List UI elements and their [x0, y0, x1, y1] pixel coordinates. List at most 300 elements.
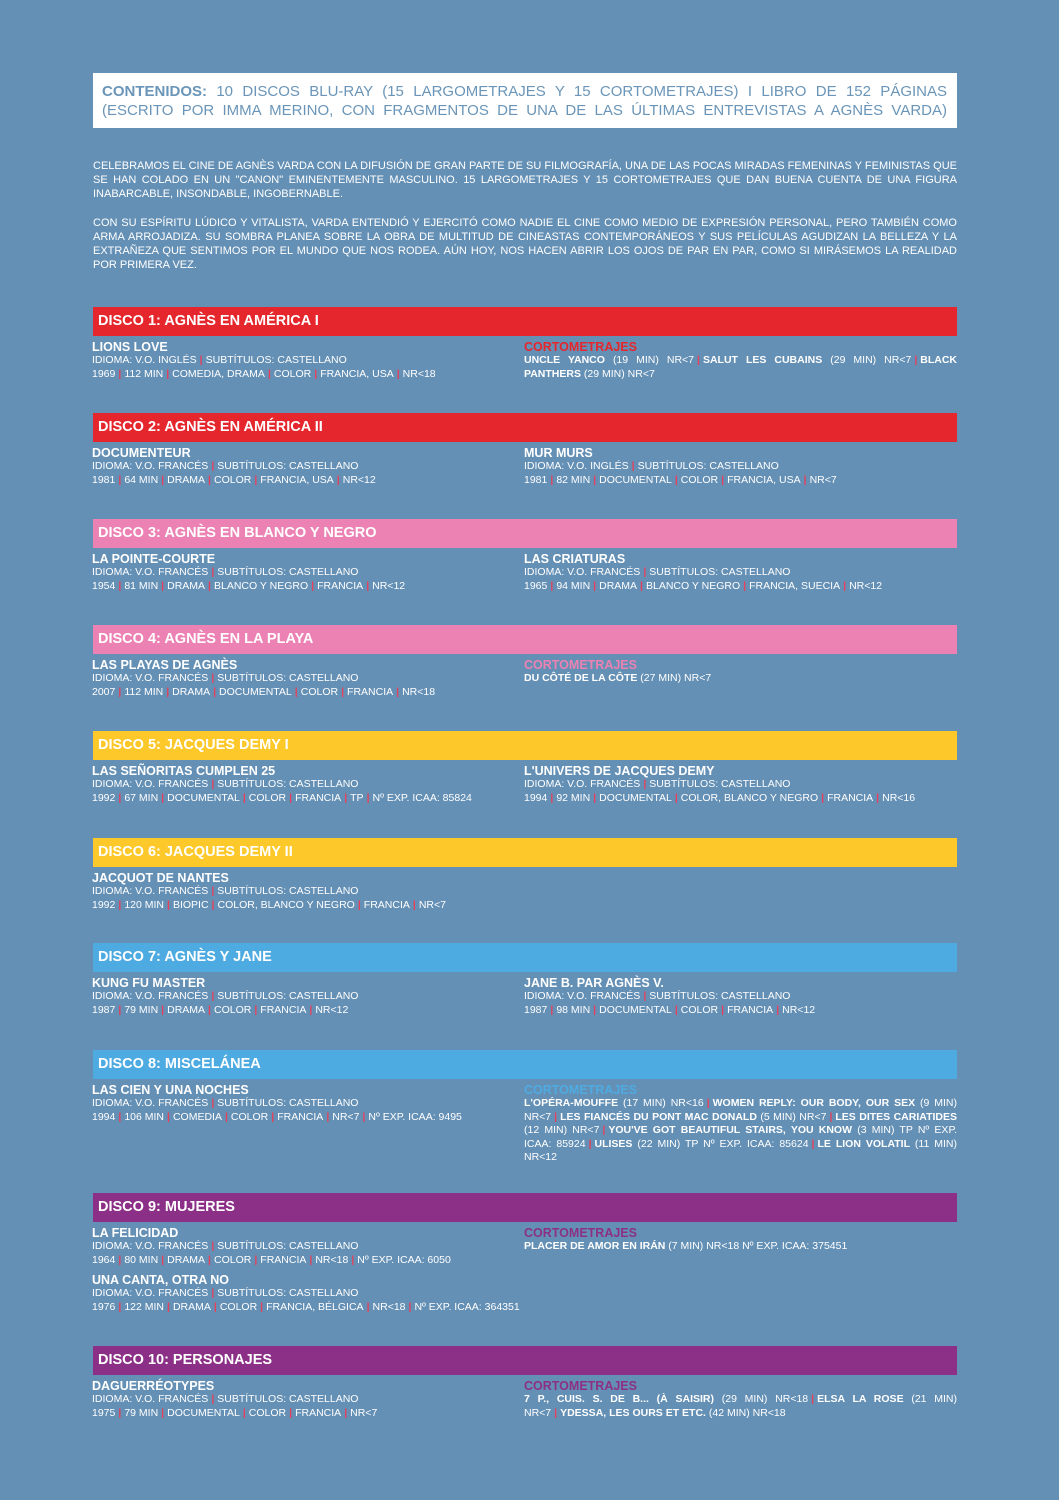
film-details-part: NR<7 [809, 473, 837, 486]
separator: | [211, 1393, 215, 1405]
separator: | [211, 898, 215, 911]
separator: | [118, 1300, 122, 1313]
film-details [92, 1111, 525, 1125]
short-title: L'OPÉRA-MOUFFE [524, 1097, 619, 1109]
separator: | [267, 367, 271, 380]
disc-left-column [92, 340, 525, 387]
separator: | [843, 579, 847, 592]
film-details-part: NR<12 [342, 473, 376, 486]
film-language-part: SUBTÍTULOS: CASTELLANO [217, 1097, 359, 1109]
film-entry [92, 1226, 525, 1267]
disc-left-column [92, 446, 525, 493]
film-details-part: FRANCIA, USA [260, 473, 334, 486]
separator: | [811, 1137, 815, 1150]
film-details-part: NR<16 [882, 791, 916, 804]
short-info: (42 MIN) NR<18 [705, 1406, 786, 1419]
separator: | [396, 685, 400, 698]
film-details-part: NR<18 [402, 367, 436, 380]
disc-right-column [524, 976, 957, 1023]
film-details-part: FRANCIA [317, 579, 364, 592]
separator: | [357, 898, 361, 911]
short-title: DU CÔTÉ DE LA CÔTE [524, 672, 638, 684]
film-details-part: 112 MIN [124, 367, 164, 380]
separator: | [118, 1110, 122, 1123]
disc-header: DISCO 7: AGNÈS Y JANE [93, 943, 957, 972]
film-details-part: Nº EXP. ICAA: 364351 [414, 1300, 520, 1313]
separator: | [289, 791, 293, 804]
separator: | [309, 1253, 313, 1266]
film-details-part: NR<7 [332, 1110, 360, 1123]
disc-header: DISCO 6: JACQUES DEMY II [93, 838, 957, 867]
film-language [524, 990, 957, 1004]
separator: | [341, 685, 345, 698]
separator: | [208, 473, 211, 486]
separator: | [211, 1287, 215, 1299]
film-language [524, 460, 957, 474]
shorts-heading: CORTOMETRAJES [524, 1083, 637, 1097]
film-details [524, 580, 957, 594]
film-language-part: IDIOMA: V.O. FRANCÉS [92, 672, 209, 684]
film-details-part: NR<18 [402, 685, 436, 698]
film-language-part: SUBTÍTULOS: CASTELLANO [649, 990, 791, 1002]
film-details-part: COLOR [213, 473, 252, 486]
separator: | [344, 791, 348, 804]
film-details-part: COLOR [213, 1253, 252, 1266]
film-language-part: SUBTÍTULOS: CASTELLANO [649, 778, 791, 790]
film-language [92, 885, 525, 899]
separator: | [211, 566, 215, 578]
film-language-part: SUBTÍTULOS: CASTELLANO [217, 885, 359, 897]
separator: | [588, 1137, 592, 1150]
disc-left-column [92, 658, 525, 705]
disc-header: DISCO 10: PERSONAJES [93, 1346, 957, 1375]
contents-label: CONTENIDOS: [102, 83, 207, 100]
separator: | [554, 1110, 558, 1123]
film-title: JACQUOT DE NANTES [92, 871, 229, 885]
film-language [92, 1240, 525, 1254]
film-language [92, 1393, 525, 1407]
film-title: LA POINTE-COURTE [92, 552, 216, 566]
film-details-part: 1969 [92, 367, 116, 380]
film-title: LA FELICIDAD [92, 1226, 179, 1240]
film-entry [92, 446, 525, 487]
film-language-part: SUBTÍTULOS: CASTELLANO [217, 1287, 359, 1299]
film-language-part: SUBTÍTULOS: CASTELLANO [217, 1393, 359, 1405]
film-title: DOCUMENTEUR [92, 446, 191, 460]
separator: | [254, 1003, 258, 1016]
film-language-part: SUBTÍTULOS: CASTELLANO [217, 460, 359, 472]
film-details-part: DOCUMENTAL [167, 1406, 240, 1419]
disc-header: DISCO 5: JACQUES DEMY I [93, 731, 957, 760]
separator: | [674, 1003, 678, 1016]
film-details-part: COLOR, BLANCO Y NEGRO [680, 791, 819, 804]
separator: | [224, 1110, 228, 1123]
shorts-heading: CORTOMETRAJES [524, 340, 637, 354]
disc-right-column [524, 552, 957, 599]
separator: | [118, 791, 122, 804]
separator: | [314, 367, 318, 380]
short-info: (3 MIN) TP Nº EXP. ICAA: 85924 [524, 1124, 958, 1150]
film-title: LIONS LOVE [92, 340, 168, 354]
separator: | [554, 1406, 558, 1419]
film-language [92, 460, 525, 474]
film-language-part: SUBTÍTULOS: CASTELLANO [217, 672, 359, 684]
short-info: (29 MIN) NR<7 [580, 367, 655, 380]
short-info: (19 MIN) NR<7 [604, 354, 695, 366]
separator: | [366, 579, 370, 592]
separator: | [336, 473, 340, 486]
film-details-part: 92 MIN [556, 791, 591, 804]
film-details-part: 112 MIN [124, 685, 164, 698]
short-info: (27 MIN) NR<7 [637, 672, 712, 684]
disc-header: DISCO 9: MUJERES [93, 1193, 957, 1222]
film-language-part: IDIOMA: V.O. FRANCÉS [92, 566, 209, 578]
film-details-part: FRANCIA, USA [727, 473, 801, 486]
separator: | [166, 685, 170, 698]
film-language [524, 566, 957, 580]
film-details [92, 474, 525, 488]
film-language-part: SUBTÍTULOS: CASTELLANO [217, 566, 359, 578]
separator: | [326, 1110, 330, 1123]
film-details-part: COLOR [248, 791, 287, 804]
film-entry [92, 1273, 525, 1314]
disc-right-column [524, 764, 957, 811]
disc-left-column [92, 976, 525, 1023]
film-details [92, 1301, 525, 1315]
film-title: KUNG FU MASTER [92, 976, 206, 990]
film-details-part: DRAMA [167, 1253, 206, 1266]
separator: | [550, 473, 554, 486]
separator: | [118, 1406, 122, 1419]
separator: | [289, 1406, 293, 1419]
film-details-part: COLOR [230, 1110, 269, 1123]
disc-left-column [92, 871, 525, 918]
film-language-part: SUBTÍTULOS: CASTELLANO [217, 1240, 359, 1252]
disc-right-column [524, 446, 957, 493]
film-entry [92, 764, 525, 805]
film-details-part: 1981 [92, 473, 116, 486]
separator: | [208, 579, 211, 592]
film-details-part: FRANCIA [727, 1003, 774, 1016]
separator: | [593, 473, 597, 486]
film-language-part: IDIOMA: V.O. FRANCÉS [92, 1240, 209, 1252]
film-entry [92, 976, 525, 1017]
separator: | [593, 1003, 597, 1016]
film-details-part: COLOR [248, 1406, 287, 1419]
film-details-part: COLOR [213, 1003, 252, 1016]
film-details-part: DOCUMENTAL [599, 791, 672, 804]
separator: | [166, 367, 170, 380]
film-language [524, 778, 957, 792]
separator: | [821, 791, 825, 804]
film-details-part: 106 MIN [124, 1110, 164, 1123]
shorts-list [524, 1097, 957, 1165]
film-details-part: 79 MIN [124, 1003, 159, 1016]
film-language-part: IDIOMA: V.O. FRANCÉS [92, 1097, 209, 1109]
film-language-part: IDIOMA: V.O. FRANCÉS [92, 1287, 209, 1299]
film-details [524, 792, 957, 806]
film-details-part: Nº EXP. ICAA: 9495 [368, 1110, 462, 1123]
film-language-part: IDIOMA: V.O. INGLÉS [92, 354, 197, 366]
separator: | [208, 1003, 211, 1016]
disc-header: DISCO 4: AGNÈS EN LA PLAYA [93, 625, 957, 654]
separator: | [213, 1300, 217, 1313]
disc-left-column [92, 1083, 525, 1130]
film-details-part: DRAMA [599, 579, 638, 592]
film-details-part: NR<18 [315, 1253, 349, 1266]
separator: | [643, 778, 647, 790]
separator: | [118, 898, 122, 911]
separator: | [811, 1393, 815, 1405]
film-details [92, 580, 525, 594]
film-details [92, 368, 525, 382]
film-details [92, 1407, 525, 1421]
film-language-part: IDIOMA: V.O. INGLÉS [524, 460, 629, 472]
short-info: (7 MIN) NR<18 Nº EXP. ICAA: 375451 [665, 1240, 848, 1252]
film-language [92, 1287, 525, 1301]
separator: | [721, 473, 725, 486]
short-title: PLACER DE AMOR EN IRÁN [524, 1240, 666, 1252]
separator: | [167, 898, 170, 911]
film-details [524, 474, 957, 488]
film-details-part: COMEDIA, DRAMA [172, 367, 265, 380]
film-details-part: DRAMA [172, 1300, 211, 1313]
separator: | [311, 579, 315, 592]
film-language-part: IDIOMA: V.O. FRANCÉS [524, 778, 641, 790]
film-details-part: 1992 [92, 791, 116, 804]
separator: | [362, 1110, 366, 1123]
separator: | [674, 791, 678, 804]
film-language-part: SUBTÍTULOS: CASTELLANO [217, 990, 359, 1002]
film-language [92, 672, 525, 686]
film-entry [92, 340, 525, 381]
separator: | [211, 990, 215, 1002]
film-details-part: COLOR [680, 473, 719, 486]
separator: | [161, 1003, 165, 1016]
separator: | [211, 778, 215, 790]
film-details [524, 1004, 957, 1018]
film-details-part: 1954 [92, 579, 116, 592]
film-details-part: 94 MIN [556, 579, 591, 592]
film-details-part: 82 MIN [556, 473, 591, 486]
film-title: MUR MURS [524, 446, 593, 460]
separator: | [242, 1406, 246, 1419]
separator: | [199, 354, 203, 366]
film-details-part: DRAMA [167, 473, 206, 486]
separator: | [211, 885, 215, 897]
film-details-part: COLOR, BLANCO Y NEGRO [217, 898, 355, 911]
separator: | [167, 1300, 170, 1313]
separator: | [743, 579, 747, 592]
film-entry [92, 1379, 525, 1420]
film-details-part: NR<7 [350, 1406, 378, 1419]
film-details-part: 1965 [524, 579, 548, 592]
film-details-part: Nº EXP. ICAA: 6050 [357, 1253, 451, 1266]
separator: | [211, 672, 215, 684]
separator: | [208, 1253, 211, 1266]
separator: | [254, 473, 258, 486]
film-details-part: 1994 [92, 1110, 116, 1123]
film-language-part: IDIOMA: V.O. FRANCÉS [92, 885, 209, 897]
separator: | [640, 579, 643, 592]
film-details-part: 1987 [524, 1003, 548, 1016]
separator: | [118, 685, 122, 698]
separator: | [211, 1097, 215, 1109]
separator: | [412, 898, 416, 911]
film-details-part: FRANCIA, BÉLGICA [266, 1300, 364, 1313]
film-details-part: NR<12 [849, 579, 883, 592]
film-details-part: FRANCIA [363, 898, 410, 911]
short-title: LE LION VOLATIL [817, 1137, 910, 1150]
separator: | [643, 990, 647, 1002]
film-language [92, 778, 525, 792]
film-title: LAS CIEN Y UNA NOCHES [92, 1083, 249, 1097]
film-details-part: BIOPIC [172, 898, 209, 911]
film-details-part: COLOR [680, 1003, 719, 1016]
shorts-column [524, 340, 957, 381]
film-entry [524, 446, 957, 487]
film-details-part: COLOR [300, 685, 339, 698]
film-details-part: COLOR [273, 367, 312, 380]
separator: | [161, 791, 165, 804]
film-details-part: NR<18 [372, 1300, 406, 1313]
film-entry [524, 552, 957, 593]
separator: | [242, 791, 246, 804]
shorts-list [524, 354, 957, 381]
shorts-column [524, 1226, 957, 1254]
film-language [92, 354, 525, 368]
separator: | [118, 473, 122, 486]
film-language-part: SUBTÍTULOS: CASTELLANO [637, 460, 779, 472]
separator: | [550, 1003, 554, 1016]
film-language-part: IDIOMA: V.O. FRANCÉS [524, 566, 641, 578]
film-details-part: DOCUMENTAL [599, 473, 672, 486]
film-language-part: IDIOMA: V.O. FRANCÉS [92, 778, 209, 790]
short-title: SALUT LES CUBAINS [702, 354, 823, 366]
separator: | [631, 460, 635, 472]
shorts-heading: CORTOMETRAJES [524, 1226, 637, 1240]
disc-left-column [92, 1226, 525, 1320]
separator: | [706, 1097, 710, 1109]
separator: | [118, 579, 122, 592]
short-info: (22 MIN) TP Nº EXP. ICAA: 85624 [632, 1137, 809, 1150]
short-info: (11 MIN) NR<12 [524, 1137, 958, 1163]
separator: | [211, 460, 215, 472]
film-details-part: DOCUMENTAL [219, 685, 292, 698]
short-title: ELSA LA ROSE [817, 1393, 904, 1405]
film-details-part: 1987 [92, 1003, 116, 1016]
separator: | [366, 791, 370, 804]
separator: | [254, 1253, 258, 1266]
separator: | [366, 1300, 370, 1313]
film-details-part: 120 MIN [124, 898, 164, 911]
film-language-part: SUBTÍTULOS: CASTELLANO [205, 354, 347, 366]
separator: | [118, 1253, 122, 1266]
separator: | [309, 1003, 313, 1016]
film-details-part: DRAMA [172, 685, 211, 698]
film-title: L'UNIVERS DE JACQUES DEMY [524, 764, 715, 778]
short-info: (29 MIN) NR<18 [714, 1393, 809, 1405]
film-details-part: 2007 [92, 685, 116, 698]
film-details-part: 1964 [92, 1253, 116, 1266]
film-details-part: 1992 [92, 898, 116, 911]
film-language [92, 1097, 525, 1111]
shorts-column [524, 658, 957, 686]
film-details-part: NR<12 [315, 1003, 349, 1016]
separator: | [213, 685, 217, 698]
film-language-part: SUBTÍTULOS: CASTELLANO [217, 778, 359, 790]
disc-header: DISCO 2: AGNÈS EN AMÉRICA II [93, 413, 957, 442]
film-entry [524, 764, 957, 805]
film-details-part: FRANCIA [295, 1406, 342, 1419]
shorts-list [524, 1240, 957, 1254]
short-title: LES FIANCÉS DU PONT MAC DONALD [560, 1110, 757, 1123]
separator: | [408, 1300, 412, 1313]
shorts-list [524, 672, 957, 686]
short-title: WOMEN REPLY: OUR BODY, OUR SEX [712, 1097, 916, 1109]
short-info: (17 MIN) NR<16 [618, 1097, 704, 1109]
film-details-part: 67 MIN [124, 791, 159, 804]
separator: | [161, 1253, 165, 1266]
disc-left-column [92, 1379, 525, 1426]
film-language-part: SUBTÍTULOS: CASTELLANO [649, 566, 791, 578]
separator: | [593, 579, 597, 592]
film-language-part: IDIOMA: V.O. FRANCÉS [92, 460, 209, 472]
disc-header: DISCO 3: AGNÈS EN BLANCO Y NEGRO [93, 519, 957, 548]
separator: | [550, 579, 554, 592]
film-details-part: DRAMA [167, 579, 206, 592]
short-title: UNCLE YANCO [524, 354, 605, 366]
separator: | [161, 1406, 165, 1419]
film-details-part: FRANCIA, SUECIA [749, 579, 841, 592]
film-details-part: NR<12 [372, 579, 406, 592]
film-details-part: FRANCIA [277, 1110, 324, 1123]
film-details-part: BLANCO Y NEGRO [213, 579, 309, 592]
disc-left-column [92, 552, 525, 599]
film-title: UNA CANTA, OTRA NO [92, 1273, 230, 1287]
film-title: LAS SEÑORITAS CUMPLEN 25 [92, 764, 276, 778]
film-details-part: 81 MIN [124, 579, 159, 592]
film-details [92, 1254, 525, 1268]
shorts-heading: CORTOMETRAJES [524, 1379, 637, 1393]
film-details-part: 64 MIN [124, 473, 159, 486]
film-details-part: 1975 [92, 1406, 116, 1419]
contents-line-2: (ESCRITO POR IMMA MERINO, CON FRAGMENTOS DE UNA DE LAS ÚLTIMAS ENTREVISTAS A AGNÈS VARDA) [102, 102, 947, 119]
film-language-part: IDIOMA: V.O. FRANCÉS [92, 1393, 209, 1405]
film-entry [92, 552, 525, 593]
film-details-part: NR<7 [418, 898, 446, 911]
film-details-part: TP [350, 791, 364, 804]
film-details-part: DOCUMENTAL [167, 791, 240, 804]
shorts-heading: CORTOMETRAJES [524, 658, 637, 672]
short-title: LES DITES CARIATIDES [835, 1110, 957, 1123]
film-details-part: 1981 [524, 473, 548, 486]
film-details-part: 80 MIN [124, 1253, 159, 1266]
separator: | [776, 1003, 780, 1016]
film-details-part: FRANCIA [295, 791, 342, 804]
film-details-part: FRANCIA [827, 791, 874, 804]
film-title: LAS PLAYAS DE AGNÈS [92, 658, 238, 672]
short-info: (12 MIN) NR<7 [524, 1124, 600, 1136]
separator: | [550, 791, 554, 804]
separator: | [721, 1003, 725, 1016]
separator: | [697, 354, 700, 366]
separator: | [260, 1300, 264, 1313]
film-details-part: 98 MIN [556, 1003, 591, 1016]
separator: | [161, 473, 165, 486]
film-details-part: COMEDIA [172, 1110, 222, 1123]
disc-left-column [92, 764, 525, 811]
